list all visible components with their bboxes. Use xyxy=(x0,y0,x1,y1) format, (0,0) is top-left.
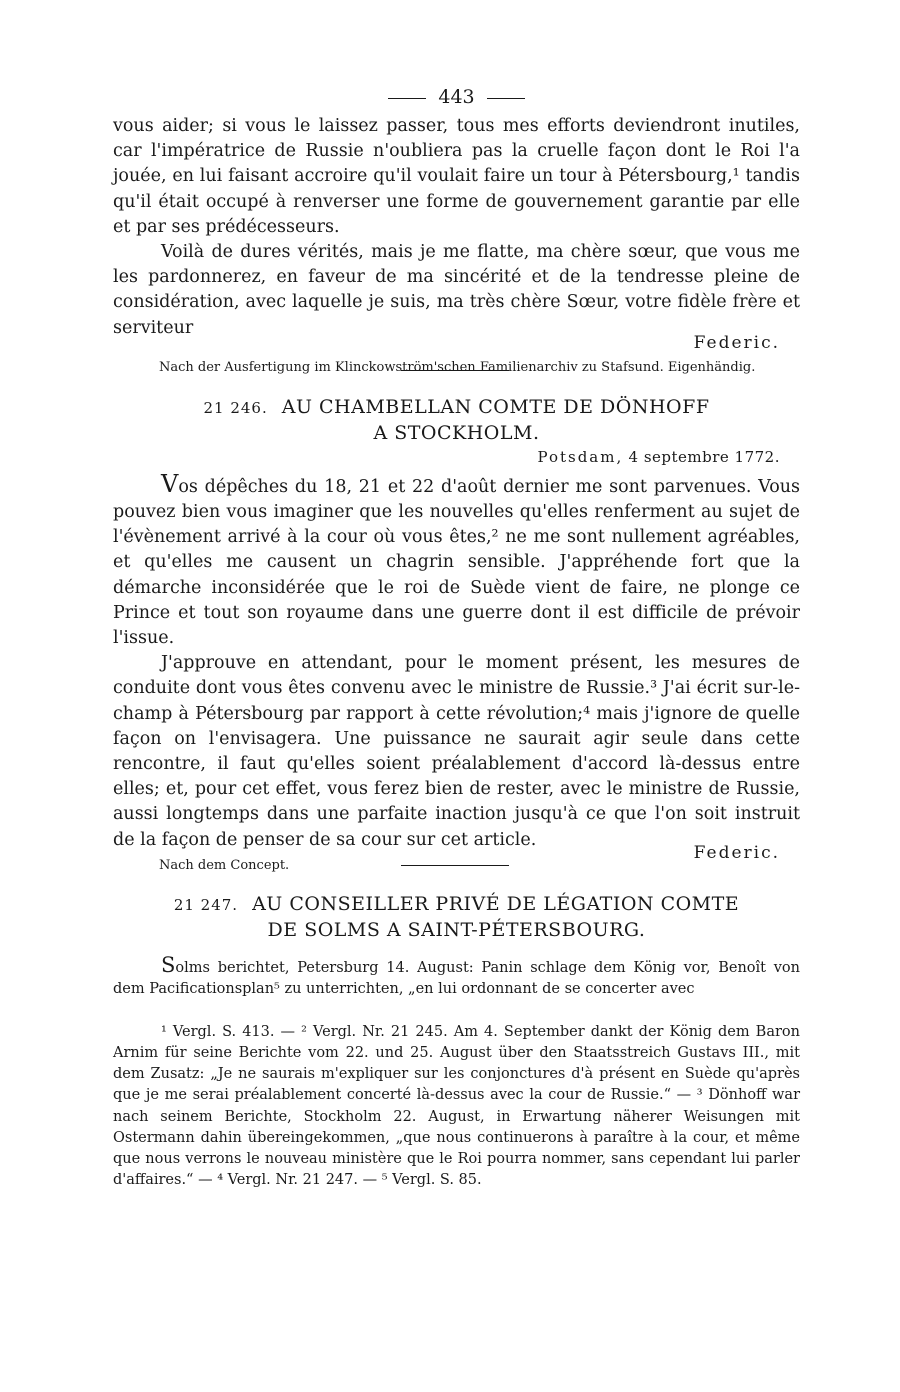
letter-21246-paragraph-1 xyxy=(113,469,800,651)
letter-21246-signature: Federic. xyxy=(693,842,780,863)
book-page xyxy=(113,82,800,1192)
dateline-place: Potsdam, xyxy=(537,447,624,466)
letter-heading-21246 xyxy=(113,395,800,421)
prev-letter-paragraph-2: Voilà de dures vérités, mais je me flatte, ma chère sœur, que vous me les pardonnerez, en faveur de ma sincérité et de la tendresse pleine de considération, avec laquelle je suis, ma très chère Sœur, votre fidèle frère et serviteur xyxy=(113,242,800,338)
prev-letter-paragraph-1: vous aider; si vous le laissez passer, tous mes efforts deviendront inutiles, car l'impératrice de Russie n'oubliera pas la cruelle façon dont le Roi l'a jouée, en lui faisant accroire qu'il voulait faire un tour à Pétersbourg,¹ tandis qu'il était occupé à renverser une forme de gouvernement garantie par elle et par ses prédécesseurs. xyxy=(113,116,800,237)
prev-letter-source-note xyxy=(113,359,800,376)
drop-capital: V xyxy=(161,469,179,498)
source-note-text: Nach der Ausfertigung im Klinckowström'schen Familienarchiv zu Stafsund. Eigenhändig. xyxy=(159,359,756,375)
letter-addressee: AU CONSEILLER PRIVÉ DE LÉGATION COMTE xyxy=(252,892,740,915)
letter-heading-21247 xyxy=(113,892,800,918)
letter-heading-line2: DE SOLMS A SAINT-PÉTERSBOURG. xyxy=(267,918,646,941)
letter-21246-paragraph-2: J'approuve en attendant, pour le moment présent, les mesures de conduite dont vous êtes convenu avec le ministre de Russie.³ J'ai écrit sur-le-champ à Pétersbourg par rapport à cette révolution;⁴ mais j'ignore de quelle façon on l'envisagera. Une puissance ne saurait agir seule dans cette rencontre, il faut qu'elles soient préalablement d'accord là-dessus entre elles; et, pour cet effet, vous ferez bien de rester, avec le ministre de Russie, aussi longtemps dans une parfaite inaction jusqu'à ce que l'on soit instruit de la façon de penser de sa cour sur cet article. xyxy=(113,653,800,850)
dateline-date: 4 septembre 1772. xyxy=(628,447,780,466)
paragraph-text: os dépêches du 18, 21 et 22 d'août dernier me sont parvenues. Vous pouvez bien vous imaginer que les nouvelles qu'elles renferment au sujet de l'évènement arrivé à la cour où vous êtes,² ne me sont nullement agréables, et qu'elles me causent un chagrin sensible. J'appréhende fort que la démarche inconsidérée que le roi de Suède vient de faire, ne plonge ce Prince et tout son royaume dans une guerre dont il est difficile de prévoir l'issue. xyxy=(113,476,800,649)
letter-addressee: AU CHAMBELLAN COMTE DE DÖNHOFF xyxy=(281,395,710,418)
letter-21247-summary xyxy=(113,952,800,1000)
header-dash-left xyxy=(388,98,426,99)
letter-number: 21 247. xyxy=(173,895,239,914)
page-number: 443 xyxy=(438,86,475,108)
header-dash-right xyxy=(487,98,525,99)
footnotes: ¹ Vergl. S. 413. — ² Vergl. Nr. 21 245. Am 4. September dankt der König dem Baron Arnim für seine Berichte vom 22. und 25. August über den Staatsstreich Gustavs III., mit dem Zusatz: „Je ne saurais m'expliquer sur les conjonctures d'à présent en Suède qu'après que je me serai préalablement concerté là-dessus avec la cour de Russie.“ — ³ Dönhoff war nach seinem Berichte, Stockholm 22. August, in Erwartung näherer Weisungen mit Ostermann dahin übereingekommen, „que nous continuerons à paraître à la cour, et même que nous verrons le nouveau ministère que le Roi pourra nommer, sans cependant lui parler d'affaires.“ — ⁴ Vergl. Nr. 21 247. — ⁵ Vergl. S. 85. xyxy=(113,1023,800,1189)
letter-number: 21 246. xyxy=(203,398,268,417)
letter-21246-source-note: Nach dem Concept. xyxy=(159,857,290,873)
page-header xyxy=(113,82,800,112)
prev-letter-signature: Federic. xyxy=(693,332,780,353)
dateline xyxy=(113,448,780,466)
summary-text: olms berichtet, Petersburg 14. August: Panin schlage dem König vor, Benoît von dem Pacificationsplan⁵ zu unterrichten, „en lui ordonnant de se concerter avec xyxy=(113,959,800,997)
drop-capital: S xyxy=(161,952,176,977)
letter-heading-line2: A STOCKHOLM. xyxy=(373,421,540,444)
